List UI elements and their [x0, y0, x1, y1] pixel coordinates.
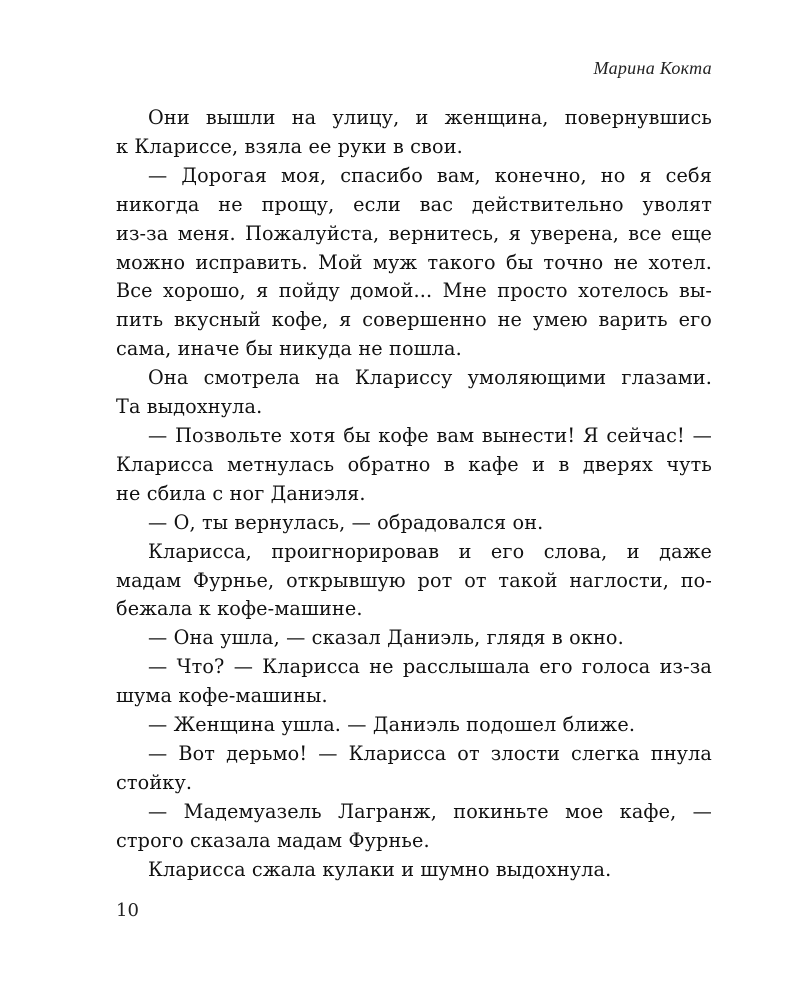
text-line: стойку. — [116, 770, 193, 794]
text-line: бежала к кофе-машине. — [116, 597, 363, 621]
paragraph — [116, 711, 712, 740]
text-line: строго сказала мадам Фурнье. — [116, 828, 430, 852]
text-line: не сбила с ног Даниэля. — [116, 481, 366, 505]
paragraph — [116, 653, 712, 711]
text-line: Они вышли на улицу, и женщина, повернувшись — [148, 106, 712, 129]
text-line: — Дорогая моя, спасибо вам, конечно, но я себя — [148, 163, 712, 187]
text-line: из-за меня. Пожалуйста, вернитесь, я уверена, все еще — [116, 221, 712, 245]
text-line: можно исправить. Мой муж такого бы точно не хотел. — [116, 250, 712, 274]
text-line: Кларисса сжала кулаки и шумно выдохнула. — [148, 857, 612, 881]
text-line: Кларисса, проигнорировав и его слова, и даже — [148, 539, 712, 563]
text-line: — Позвольте хотя бы кофе вам вынести! Я сейчас! — — [148, 423, 712, 447]
text-line: — О, ты вернулась, — обрадовался он. — [148, 510, 544, 534]
running-header-author: Марина Кокта — [593, 58, 712, 78]
text-line: сама, иначе бы никуда не пошла. — [116, 337, 462, 361]
paragraph — [116, 364, 712, 422]
paragraph — [116, 740, 712, 798]
text-line: Та выдохнула. — [116, 395, 263, 419]
text-line: — Она ушла, — сказал Даниэль, глядя в окно. — [148, 626, 624, 650]
text-line: Она смотрела на Клариссу умоляющими глазами. — [148, 366, 712, 390]
text-line: Все хорошо, я пойду домой... Мне просто хотелось вы- — [116, 279, 712, 303]
text-line: — Женщина ушла. — Даниэль подошел ближе. — [148, 713, 636, 737]
text-line: — Мадемуазель Лагранж, покиньте мое кафе, — — [148, 799, 712, 823]
text-line: никогда не прощу, если вас действительно уволят — [116, 192, 712, 216]
body-text — [116, 104, 712, 884]
paragraph — [116, 422, 712, 509]
paragraph — [116, 162, 712, 364]
text-line: — Вот дерьмо! — Кларисса от злости слегка пнула — [148, 741, 712, 765]
text-line: Кларисса метнулась обратно в кафе и в дверях чуть — [116, 452, 712, 476]
paragraph — [116, 104, 712, 162]
paragraph — [116, 624, 712, 653]
text-line: шума кофе-машины. — [116, 684, 328, 708]
text-line: пить вкусный кофе, я совершенно не умею варить его — [116, 308, 712, 332]
paragraph — [116, 856, 712, 885]
page-number: 10 — [116, 900, 139, 921]
paragraph — [116, 509, 712, 538]
paragraph — [116, 798, 712, 856]
paragraph — [116, 538, 712, 625]
text-line: к Клариссе, взяла ее руки в свои. — [116, 134, 463, 158]
text-line: — Что? — Кларисса не расслышала его голоса из-за — [148, 655, 712, 679]
text-line: мадам Фурнье, открывшую рот от такой наглости, по- — [116, 568, 712, 592]
